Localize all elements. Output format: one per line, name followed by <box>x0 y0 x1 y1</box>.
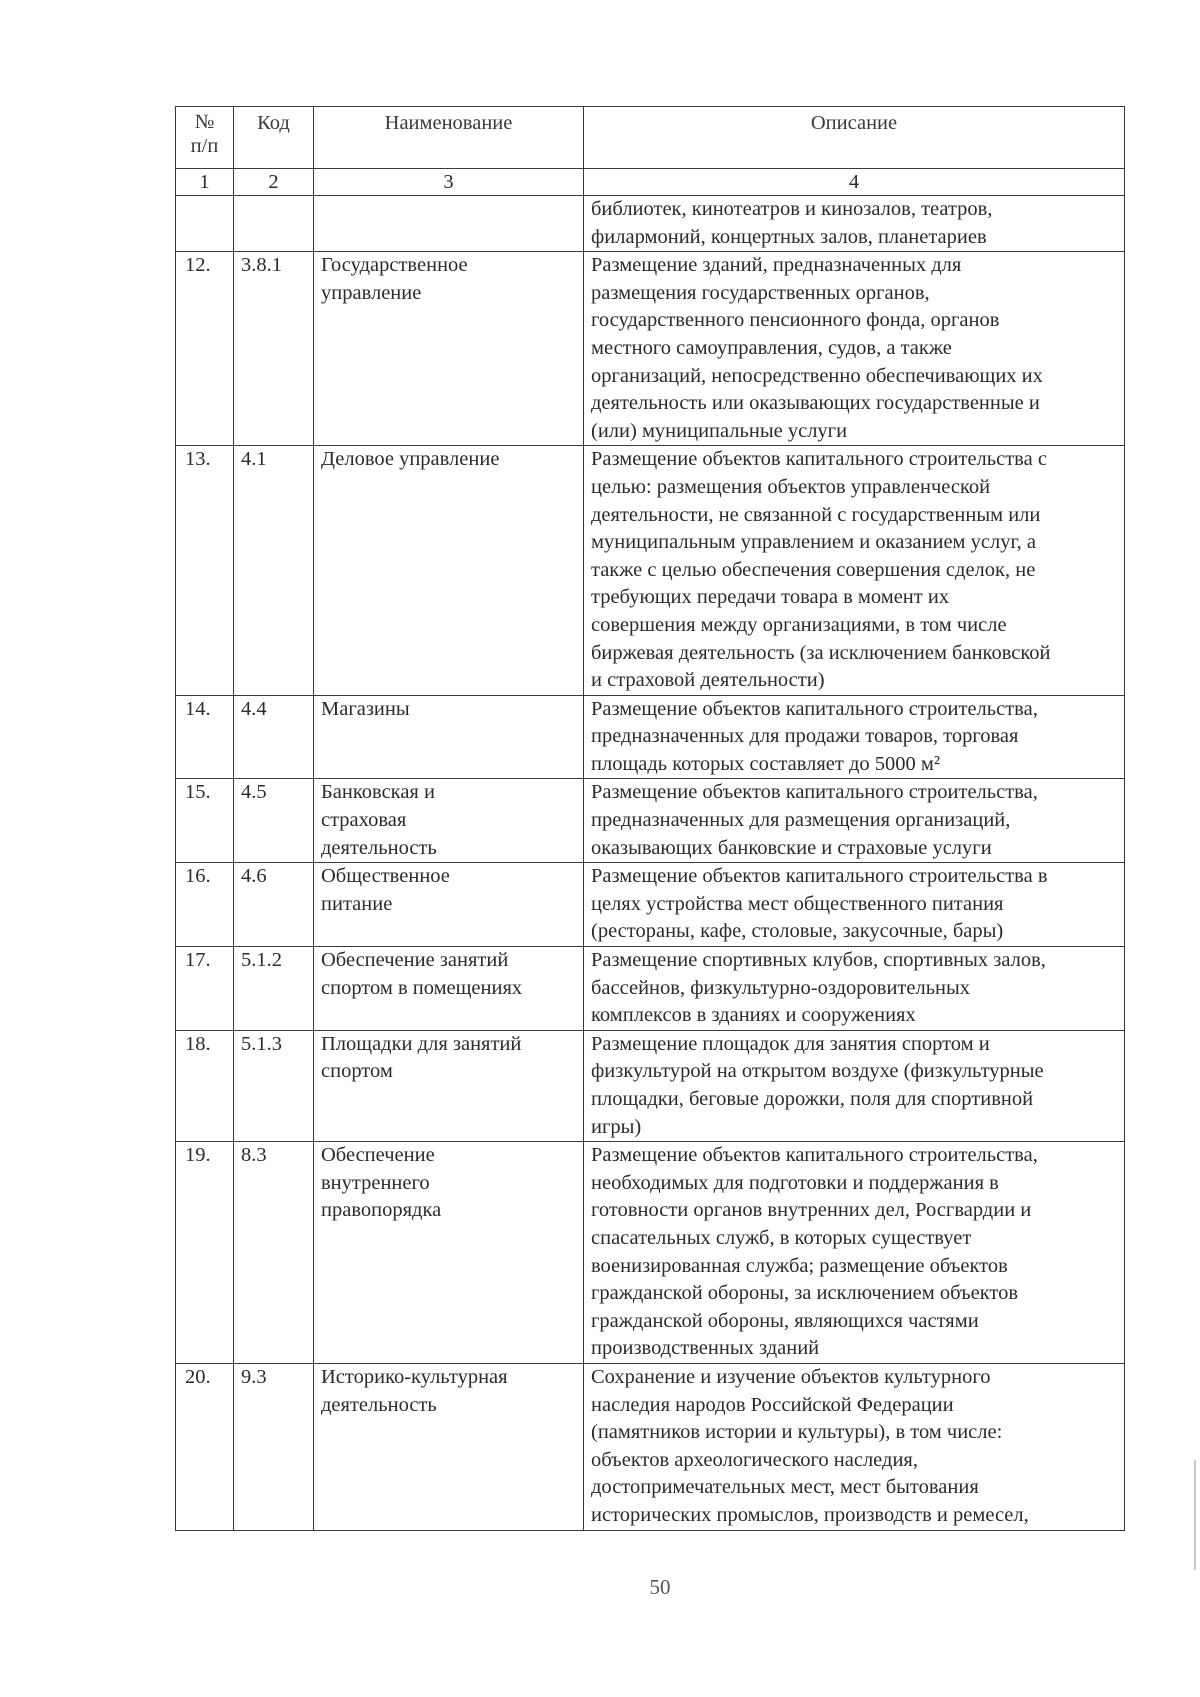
row-description: Размещение спортивных клубов, спортивных залов, бассейнов, физкультурно-оздоровительных комплексов в зданиях и сооружениях <box>584 947 1125 1031</box>
table-row <box>176 695 1125 779</box>
row-code: 5.1.2 <box>234 947 314 1031</box>
row-number: 19. <box>176 1142 234 1364</box>
column-number-row <box>176 169 1125 196</box>
row-name: Обеспечение занятий спортом в помещениях <box>314 947 584 1031</box>
table-row <box>176 947 1125 1031</box>
row-number: 12. <box>176 252 234 446</box>
row-code: 5.1.3 <box>234 1030 314 1141</box>
table-row <box>176 446 1125 695</box>
header-code: Код <box>234 107 314 169</box>
row-number: 18. <box>176 1030 234 1141</box>
land-use-table <box>175 106 1125 1531</box>
table-row <box>176 1142 1125 1364</box>
scan-edge-mark <box>1194 1460 1196 1570</box>
row-code: 4.6 <box>234 863 314 947</box>
row-name <box>314 196 584 252</box>
row-number <box>176 196 234 252</box>
header-description: Описание <box>584 107 1125 169</box>
row-number: 20. <box>176 1363 234 1530</box>
row-description: Сохранение и изучение объектов культурного наследия народов Российской Федерации (памятников истории и культуры), в том числе: объектов археологического наследия, достопримечательных мест, мест бытования исторических промыслов, производств и ремесел, <box>584 1363 1125 1530</box>
row-code: 9.3 <box>234 1363 314 1530</box>
table-row <box>176 1030 1125 1141</box>
row-code: 4.4 <box>234 695 314 779</box>
row-description: Размещение объектов капитального строительства, необходимых для подготовки и поддержания в готовности органов внутренних дел, Росгвардии и спасательных служб, в которых существует военизированная служба; размещение объектов гражданской обороны, за исключением объектов гражданской обороны, являющихся частями производственных зданий <box>584 1142 1125 1364</box>
row-description: библиотек, кинотеатров и кинозалов, театров, филармоний, концертных залов, планетариев <box>584 196 1125 252</box>
row-code: 4.5 <box>234 779 314 863</box>
row-number: 13. <box>176 446 234 695</box>
header-name: Наименование <box>314 107 584 169</box>
row-code: 4.1 <box>234 446 314 695</box>
row-number: 15. <box>176 779 234 863</box>
row-name: Историко-культурная деятельность <box>314 1363 584 1530</box>
row-name: Банковская и страховая деятельность <box>314 779 584 863</box>
row-name: Общественное питание <box>314 863 584 947</box>
row-name: Магазины <box>314 695 584 779</box>
table-row <box>176 779 1125 863</box>
row-description: Размещение объектов капитального строительства, предназначенных для продажи товаров, торговая площадь которых составляет до 5000 м² <box>584 695 1125 779</box>
column-number: 4 <box>584 169 1125 196</box>
column-number: 3 <box>314 169 584 196</box>
row-code <box>234 196 314 252</box>
table-row <box>176 1363 1125 1530</box>
header-row <box>176 107 1125 169</box>
row-number: 14. <box>176 695 234 779</box>
row-name: Обеспечение внутреннего правопорядка <box>314 1142 584 1364</box>
row-code: 8.3 <box>234 1142 314 1364</box>
row-name: Деловое управление <box>314 446 584 695</box>
table-row <box>176 863 1125 947</box>
page-number: 50 <box>649 1575 671 1599</box>
column-number: 1 <box>176 169 234 196</box>
row-name: Площадки для занятий спортом <box>314 1030 584 1141</box>
row-number: 17. <box>176 947 234 1031</box>
row-description: Размещение объектов капитального строительства с целью: размещения объектов управленческой деятельности, не связанной с государственным или муниципальным управлением и оказанием услуг, а также с целью обеспечения совершения сделок, не требующих передачи товара в момент их совершения между организациями, в том числе биржевая деятельность (за исключением банковской и страховой деятельности) <box>584 446 1125 695</box>
row-description: Размещение зданий, предназначенных для размещения государственных органов, государственного пенсионного фонда, органов местного самоуправления, судов, а также организаций, непосредственно обеспечивающих их деятельность или оказывающих государственные и (или) муниципальные услуги <box>584 252 1125 446</box>
table-row <box>176 252 1125 446</box>
row-description: Размещение объектов капитального строительства в целях устройства мест общественного питания (рестораны, кафе, столовые, закусочные, бары) <box>584 863 1125 947</box>
row-code: 3.8.1 <box>234 252 314 446</box>
row-description: Размещение площадок для занятия спортом и физкультурой на открытом воздухе (физкультурные площадки, беговые дорожки, поля для спортивной игры) <box>584 1030 1125 1141</box>
column-number: 2 <box>234 169 314 196</box>
header-number: № п/п <box>176 107 234 169</box>
row-description: Размещение объектов капитального строительства, предназначенных для размещения организаций, оказывающих банковские и страховые услуги <box>584 779 1125 863</box>
row-name: Государственное управление <box>314 252 584 446</box>
row-number: 16. <box>176 863 234 947</box>
table-row <box>176 196 1125 252</box>
